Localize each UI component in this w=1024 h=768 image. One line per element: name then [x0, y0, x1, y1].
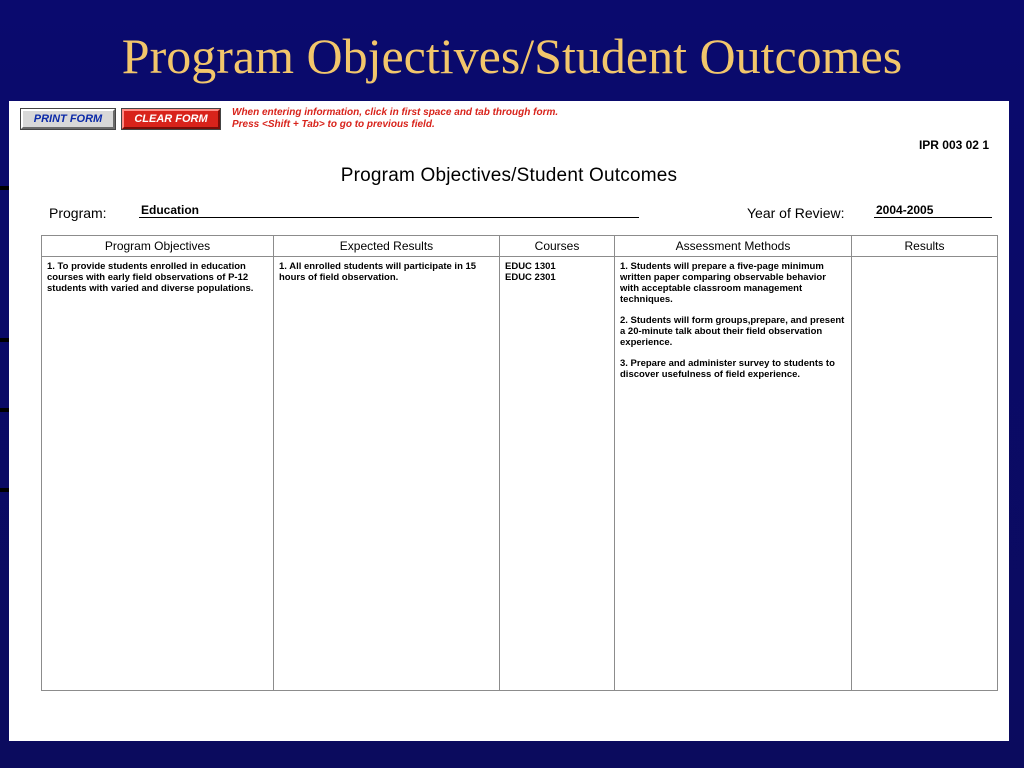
header-program-objectives: Program Objectives — [42, 236, 274, 257]
form-code: IPR 003 02 1 — [918, 138, 989, 152]
instructions — [232, 107, 558, 131]
slide-title: Program Objectives/Student Outcomes — [121, 28, 903, 84]
form-page — [9, 101, 1009, 741]
edge-stripe — [0, 488, 9, 492]
program-label: Program: — [49, 205, 107, 221]
edge-stripe — [0, 338, 9, 342]
table-header-row — [42, 236, 998, 257]
courses-cell[interactable] — [500, 257, 615, 691]
assessment-item: 2. Students will form groups,prepare, and present a 20-minute talk about their field observation experience. — [620, 315, 845, 348]
results-cell[interactable] — [852, 257, 998, 691]
instruction-line: When entering information, click in first space and tab through form. — [232, 107, 559, 118]
course-item: EDUC 1301 — [505, 261, 556, 272]
assessment-item: 3. Prepare and administer survey to students to discover usefulness of field experience. — [620, 358, 835, 380]
program-field[interactable]: Education — [139, 203, 639, 218]
edge-stripe — [0, 186, 9, 190]
assessment-item: 1. Students will prepare a five-page minimum written paper comparing observable behavior with acceptable classroom management techniques. — [620, 261, 826, 305]
year-label: Year of Review: — [747, 205, 845, 221]
header-results: Results — [852, 236, 998, 257]
edge-stripe — [0, 408, 9, 412]
instruction-line: Press <Shift + Tab> to go to previous field. — [232, 119, 435, 130]
print-form-button[interactable]: PRINT FORM — [21, 109, 115, 129]
table-row — [42, 257, 998, 691]
header-expected-results: Expected Results — [274, 236, 500, 257]
form-title: Program Objectives/Student Outcomes — [340, 165, 678, 186]
assessment-methods-cell[interactable] — [615, 257, 852, 691]
course-item: EDUC 2301 — [505, 272, 556, 283]
year-field[interactable]: 2004-2005 — [874, 203, 992, 218]
header-assessment-methods: Assessment Methods — [615, 236, 852, 257]
objectives-table — [41, 235, 998, 691]
clear-form-button[interactable]: CLEAR FORM — [122, 109, 220, 129]
expected-results-cell[interactable]: 1. All enrolled students will participate in 15 hours of field observation. — [274, 257, 500, 691]
header-courses: Courses — [500, 236, 615, 257]
objective-cell[interactable]: 1. To provide students enrolled in education courses with early field observations of P-12 students with varied and diverse populations. — [42, 257, 274, 691]
